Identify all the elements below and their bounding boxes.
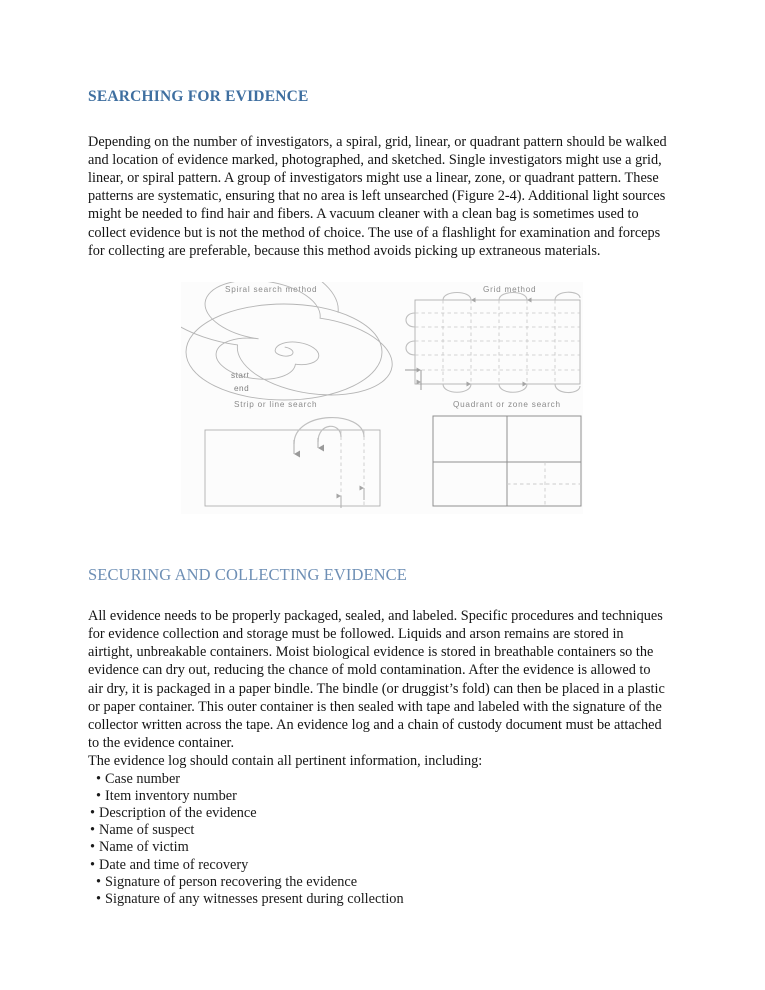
list-item-label: Signature of person recovering the evidence — [105, 873, 358, 890]
searching-for-evidence-paragraph: Depending on the number of investigators, a spiral, grid, linear, or quadrant pattern should be walked and location of evidence marked, photographed, and sketched. Single investigators might use a grid, linear, or spiral pattern. A group of investigators might use a linear, zone, or quadrant pattern. These patterns are systematic, ensuring that no area is left unsearched (Figure 2-4). Additional light sources might be needed to find hair and fibers. A vacuum cleaner with a clean bag is sometimes used to collect evidence but is not the method of choice. The use of a flashlight for examination and forceps for collecting are preferable, because this method avoids picking up extraneous materials. — [88, 133, 667, 259]
spiral-diagram — [181, 282, 405, 404]
bullet-icon: • — [90, 805, 96, 822]
section-title-securing: SECURING AND COLLECTING EVIDENCE — [88, 565, 407, 584]
list-item — [88, 805, 668, 822]
list-item — [88, 891, 668, 908]
bullet-icon: • — [96, 770, 102, 787]
strip-search-diagram — [205, 418, 380, 508]
quadrant-zone-search-label: Quadrant or zone search — [453, 400, 561, 409]
page-title: SEARCHING FOR EVIDENCE — [88, 88, 309, 105]
bullet-icon: • — [96, 873, 102, 890]
list-item-label: Date and time of recovery — [99, 856, 249, 873]
securing-section — [88, 565, 668, 908]
securing-evidence-paragraph: All evidence needs to be properly packaged, sealed, and labeled. Specific procedures and techniques for evidence collection and storage must be followed. Liquids and arson remains are stored in airtight, unbreakable containers. Moist biological evidence is stored in breathable containers so the evidence can dry out, reducing the chance of mold contamination. After the evidence is allowed to air dry, it is packaged in a paper bindle. The bindle (or druggist’s fold) can then be placed in a plastic or paper container. This outer container is then sealed with tape and labeled with the signature of the collector written across the tape. An evidence log and a chain of custody document must be attached to the evidence container. — [88, 607, 665, 752]
strip-line-search-label: Strip or line search — [234, 400, 318, 409]
list-item-label: Description of the evidence — [99, 805, 257, 822]
bullet-icon: • — [96, 787, 102, 804]
list-item — [88, 857, 668, 874]
evidence-log-list — [88, 771, 668, 909]
grid-diagram — [405, 292, 580, 392]
list-item-label: Case number — [105, 770, 181, 787]
bullet-icon: • — [90, 822, 96, 839]
grid-method-label: Grid method — [483, 285, 537, 294]
list-item — [88, 874, 668, 891]
grid-start-label: start — [231, 371, 250, 380]
list-item — [88, 839, 668, 856]
document-body — [88, 88, 668, 260]
figure-drawing — [181, 282, 583, 514]
bullet-icon: • — [96, 891, 102, 908]
list-item-label: Name of suspect — [99, 822, 195, 839]
quadrant-diagram — [433, 416, 581, 506]
list-item-label: Item inventory number — [105, 787, 237, 804]
list-item — [88, 822, 668, 839]
list-item — [88, 788, 668, 805]
evidence-log-intro: The evidence log should contain all pertinent information, including: — [88, 753, 483, 770]
bullet-icon: • — [90, 856, 96, 873]
spiral-search-label: Spiral search method — [225, 285, 318, 294]
list-item-label: Name of victim — [99, 839, 189, 856]
grid-end-label: end — [234, 384, 250, 393]
search-methods-figure — [181, 282, 583, 514]
list-item — [88, 771, 668, 788]
list-item-label: Signature of any witnesses present during collection — [105, 891, 404, 908]
bullet-icon: • — [90, 839, 96, 856]
